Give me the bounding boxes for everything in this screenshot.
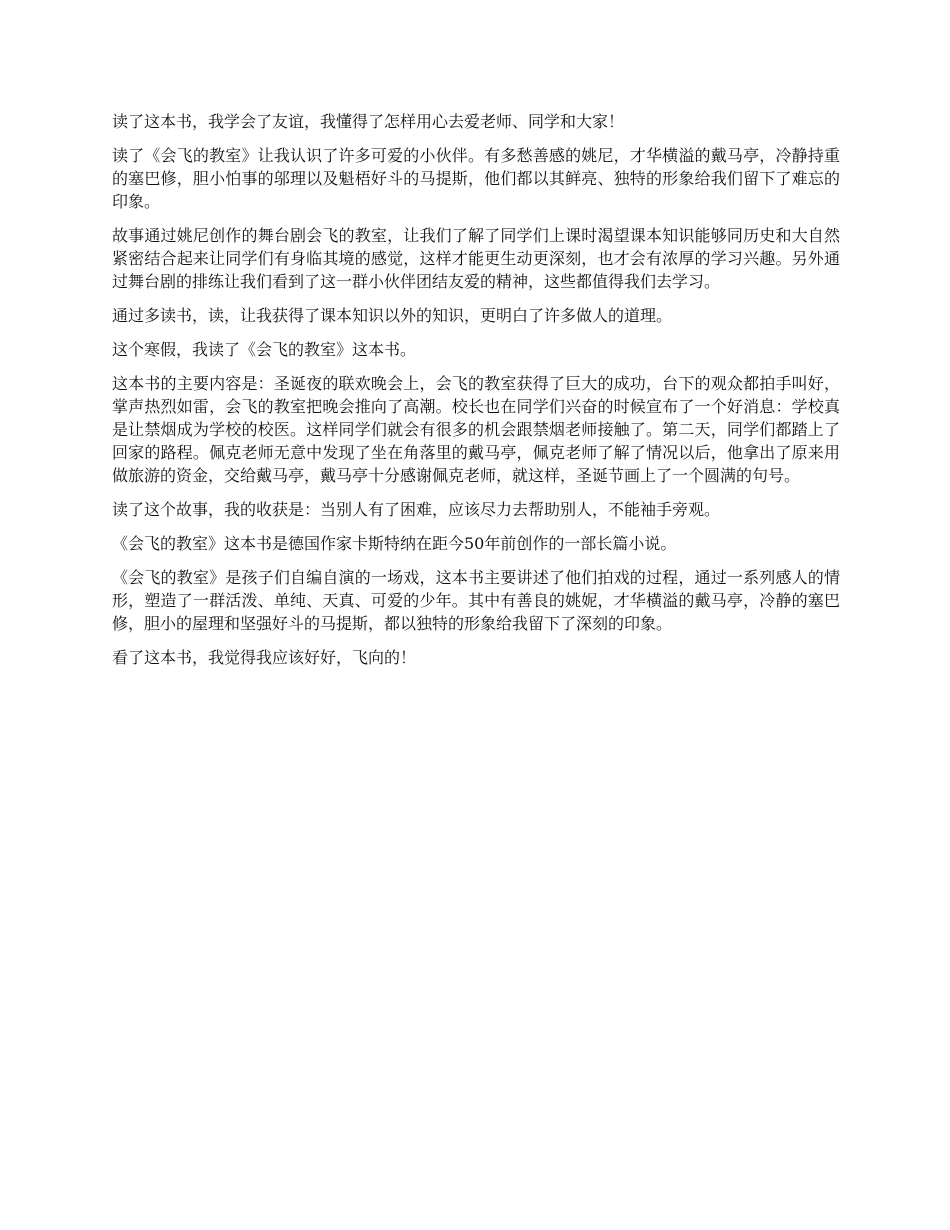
document-body: [112, 110, 840, 680]
paragraph: 《会飞的教室》是孩子们自编自演的一场戏，这本书主要讲述了他们拍戏的过程，通过一系列感人的情形，塑造了一群活泼、单纯、天真、可爱的少年。其中有善良的姚妮，才华横溢的戴马亭，冷静的塞巴修，胆小的屋理和坚强好斗的马提斯，都以独特的形象给我留下了深刻的印象。: [112, 568, 840, 633]
paragraph: 读了这本书，我学会了友谊，我懂得了怎样用心去爱老师、同学和大家！: [112, 112, 625, 131]
paragraph: 看了这本书，我觉得我应该好好，飞向的！: [112, 648, 417, 667]
paragraph: 读了《会飞的教室》让我认识了许多可爱的小伙伴。有多愁善感的姚尼，才华横溢的戴马亭，冷静持重的塞巴修，胆小怕事的邬理以及魁梧好斗的马提斯，他们都以其鲜亮、独特的形象给我们留下了难忘的印象。: [112, 146, 840, 211]
paragraph: 这个寒假，我读了《会飞的教室》这本书。: [112, 340, 417, 359]
paragraph: 故事通过姚尼创作的舞台剧会飞的教室，让我们了解了同学们上课时渴望课本知识能够同历史和大自然紧密结合起来让同学们有身临其境的感觉，这样才能更生动更深刻，也才会有浓厚的学习兴趣。另外通过舞台剧的排练让我们看到了这一群小伙伴团结友爱的精神，这些都值得我们去学习。: [112, 226, 840, 291]
paragraph: 这本书的主要内容是：圣诞夜的联欢晚会上，会飞的教室获得了巨大的成功，台下的观众都拍手叫好，掌声热烈如雷，会飞的教室把晚会推向了高潮。校长也在同学们兴奋的时候宣布了一个好消息：学校真是让禁烟成为学校的校医。这样同学们就会有很多的机会跟禁烟老师接触了。第二天，同学们都踏上了回家的路程。佩克老师无意中发现了坐在角落里的戴马亭，佩克老师了解了情况以后，他拿出了原来用做旅游的资金，交给戴马亭，戴马亭十分感谢佩克老师，就这样，圣诞节画上了一个圆满的句号。: [112, 374, 840, 485]
paragraph: 《会飞的教室》这本书是德国作家卡斯特纳在距今50年前创作的一部长篇小说。: [112, 534, 677, 553]
paragraph: 读了这个故事，我的收获是：当别人有了困难，应该尽力去帮助别人，不能袖手旁观。: [112, 500, 721, 519]
paragraph: 通过多读书，读，让我获得了课本知识以外的知识，更明白了许多做人的道理。: [112, 306, 673, 325]
